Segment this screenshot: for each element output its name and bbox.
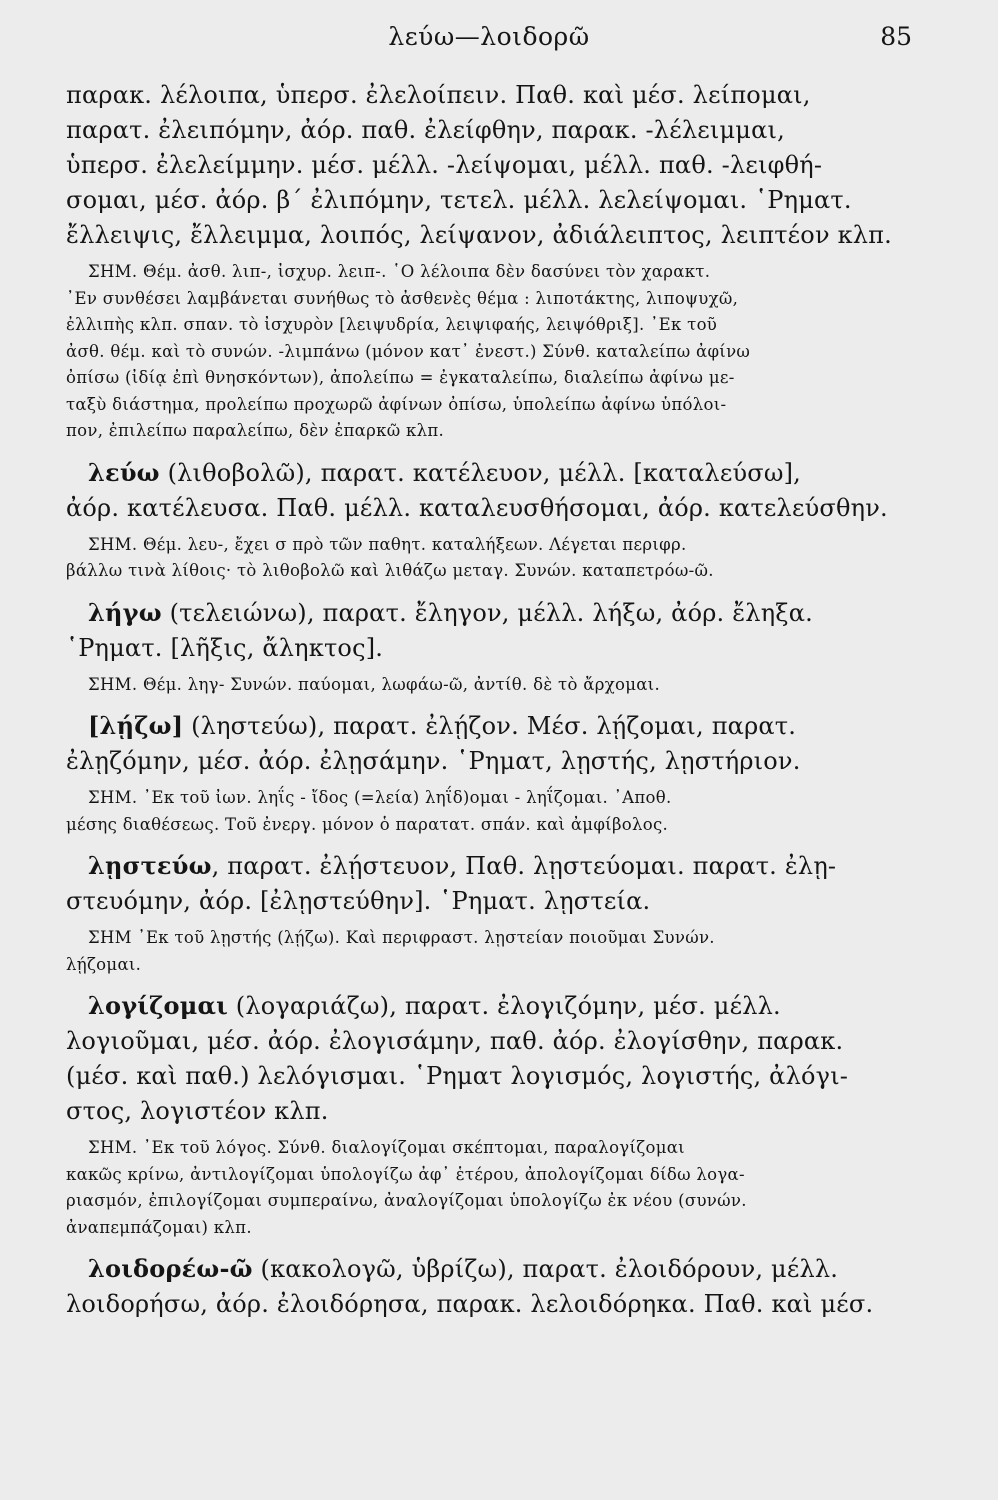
entry-line — [66, 1024, 922, 1059]
line-text: στευόμην, ἀόρ. [ἐλῃστεύθην]. ῾Ρηματ. λῃστεία. — [66, 887, 651, 915]
note-line — [66, 672, 922, 699]
note-line — [66, 925, 922, 952]
note-line — [66, 339, 922, 366]
line-text: μέσης διαθέσεως. Τοῦ ἐνεργ. μόνον ὁ παρατατ. σπάν. καὶ ἀμφίβολος. — [66, 814, 669, 834]
line-text: ΣΗΜ ᾿Εκ τοῦ λῃστής (λῄζω). Καὶ περιφραστ. λῃστείαν ποιοῦμαι Συνών. — [88, 928, 715, 947]
note-line — [66, 785, 922, 812]
note-line — [66, 392, 922, 419]
head-word: λήγω — [88, 597, 162, 627]
entry-line — [66, 884, 922, 919]
line-text: σομαι, μέσ. ἀόρ. β΄ ἐλιπόμην, τετελ. μέλλ. λελείψομαι. ῾Ρηματ. — [66, 186, 852, 214]
note-line — [66, 312, 922, 339]
line-text: λογιοῦμαι, μέσ. ἀόρ. ἐλογισάμην, παθ. ἀόρ. ἐλογίσθην, παρακ. — [66, 1027, 844, 1055]
note-line — [66, 1135, 922, 1162]
note-line — [66, 365, 922, 392]
line-text: λῄζομαι. — [66, 954, 142, 974]
line-text: (λιθοβολῶ), παρατ. κατέλευον, μέλλ. [καταλεύσω], — [159, 458, 801, 487]
line-text: ταξὺ διάστημα, προλείπω προχωρῶ ἀφίνων ὀπίσω, ὑπολείπω ἀφίνω ὑπόλοι- — [66, 394, 727, 414]
note-line — [66, 532, 922, 559]
entry-line — [66, 631, 922, 666]
line-text: κακῶς κρίνω, ἀντιλογίζομαι ὑπολογίζω ἀφ᾿ ἑτέρου, ἀπολογίζομαι δίδω λογα- — [66, 1164, 745, 1184]
line-text: ὑπερσ. ἐλελείμμην. μέσ. μέλλ. -λείψομαι, μέλλ. παθ. -λειφθή- — [66, 151, 823, 179]
note-line — [66, 1162, 922, 1189]
entry-line — [66, 744, 922, 779]
entry-line — [66, 148, 922, 183]
line-text: ΣΗΜ. ᾿Εκ τοῦ ἰων. ληΐς - ἴδος (=λεία) ληΐδ)ομαι - ληΐζομαι. ᾿Αποθ. — [88, 788, 672, 807]
entry-first-line — [66, 595, 922, 631]
head-word: λογίζομαι — [88, 991, 228, 1020]
note-line — [66, 812, 922, 839]
line-text: ριασμόν, ἐπιλογίζομαι συμπεραίνω, ἀναλογίζομαι ὑπολογίζω ἐκ νέου (συνών. — [66, 1191, 747, 1210]
line-text: λοιδορήσω, ἀόρ. ἐλοιδόρησα, παρακ. λελοιδόρηκα. Παθ. καὶ μέσ. — [66, 1290, 874, 1318]
line-text: ὀπίσω (ἰδίᾳ ἐπὶ θνησκόντων), ἀπολείπω = ἐγκαταλείπω, διαλείπω ἀφίνω με- — [66, 368, 735, 387]
page-number: 85 — [880, 22, 912, 51]
line-text: ΣΗΜ. Θέμ. ἀσθ. λιπ-, ἰσχυρ. λειπ-. ῾Ο λέλοιπα δὲν δασύνει τὸν χαρακτ. — [88, 262, 711, 281]
line-text: στος, λογιστέον κλπ. — [66, 1097, 329, 1125]
line-text: ἐλῃζόμην, μέσ. ἀόρ. ἐλῃσάμην. ῾Ρηματ, λῃστής, λῃστήριον. — [66, 747, 801, 775]
line-text: (τελειώνω), παρατ. ἔληγον, μέλλ. λήξω, ἀόρ. ἔληξα. — [161, 598, 813, 627]
line-text: , παρατ. ἐλῄστευον, Παθ. λῃστεύομαι. παρατ. ἐλῃ- — [211, 852, 837, 880]
entry-first-line — [66, 1251, 922, 1287]
entry-first-line — [66, 455, 922, 491]
entry-line — [66, 113, 922, 148]
entry-line — [66, 1059, 922, 1094]
note-line — [66, 952, 922, 979]
entry-line — [66, 78, 922, 113]
line-text: ΣΗΜ. Θέμ. ληγ- Συνών. παύομαι, λωφάω-ῶ, ἀντίθ. δὲ τὸ ἄρχομαι. — [88, 674, 660, 694]
line-text: (λογαριάζω), παρατ. ἐλογιζόμην, μέσ. μέλλ. — [227, 992, 781, 1020]
running-head — [66, 22, 912, 58]
entry-first-line — [66, 848, 922, 884]
entry-first-line — [66, 988, 922, 1024]
line-text: ἔλλειψις, ἔλλειμμα, λοιπός, λείψανον, ἀδιάλειπτος, λειπτέον κλπ. — [66, 221, 892, 249]
note-line — [66, 1215, 922, 1242]
line-text: ἀόρ. κατέλευσα. Παθ. μέλλ. καταλευσθήσομαι, ἀόρ. κατελεύσθην. — [66, 493, 888, 522]
body-text — [66, 78, 922, 1322]
entry-line — [66, 1287, 922, 1322]
line-text: παρακ. λέλοιπα, ὑπερσ. ἐλελοίπειν. Παθ. καὶ μέσ. λείπομαι, — [66, 81, 811, 109]
head-word: [λῄζω] — [88, 711, 184, 740]
note-line — [66, 1188, 922, 1215]
note-line — [66, 259, 922, 286]
head-word: λεύω — [88, 457, 160, 487]
entry-line — [66, 491, 922, 526]
line-text: ΣΗΜ. ᾿Εκ τοῦ λόγος. Σύνθ. διαλογίζομαι σκέπτομαι, παραλογίζομαι — [88, 1138, 685, 1157]
line-text: ἀσθ. θέμ. καὶ τὸ συνών. -λιμπάνω (μόνον κατ᾿ ἐνεστ.) Σύνθ. καταλείπω ἀφίνω — [66, 341, 751, 361]
line-text: πον, ἐπιλείπω παραλείπω, δὲν ἐπαρκῶ κλπ. — [66, 421, 445, 440]
running-title: λεύω—λοιδορῶ — [388, 22, 590, 51]
line-text: παρατ. ἐλειπόμην, ἀόρ. παθ. ἐλείφθην, παρακ. -λέλειμμαι, — [66, 116, 785, 144]
line-text: ἀναπεμπάζομαι) κλπ. — [66, 1217, 252, 1237]
line-text: (μέσ. καὶ παθ.) λελόγισμαι. ῾Ρηματ λογισμός, λογιστής, ἀλόγι- — [66, 1062, 849, 1090]
head-word: λοιδορέω-ῶ — [88, 1254, 253, 1283]
line-text: βάλλω τινὰ λίθοις· τὸ λιθοβολῶ καὶ λιθάζω μεταγ. Συνών. καταπετρόω-ῶ. — [66, 561, 714, 580]
note-line — [66, 418, 922, 445]
note-line — [66, 286, 922, 313]
line-text: (κακολογῶ, ὑβρίζω), παρατ. ἐλοιδόρουν, μέλλ. — [252, 1255, 839, 1283]
entry-line — [66, 218, 922, 253]
line-text: (ληστεύω), παρατ. ἐλῄζον. Μέσ. λῄζομαι, παρατ. — [183, 712, 797, 740]
line-text: ῾Ρηματ. [λῆξις, ἄληκτος]. — [66, 633, 384, 662]
line-text: ΣΗΜ. Θέμ. λευ-, ἔχει σ πρὸ τῶν παθητ. καταλήξεων. Λέγεται περιφρ. — [88, 534, 687, 554]
entry-first-line — [66, 708, 922, 744]
note-line — [66, 558, 922, 585]
head-word: λῃστεύω — [88, 851, 212, 880]
entry-line — [66, 183, 922, 218]
entry-line — [66, 1094, 922, 1129]
line-text: ᾿Εν συνθέσει λαμβάνεται συνήθως τὸ ἀσθενὲς θέμα : λιποτάκτης, λιποψυχῶ, — [66, 288, 739, 308]
line-text: ἐλλιπὴς κλπ. σπαν. τὸ ἰσχυρὸν [λειψυδρία, λειψιφαής, λειψόθριξ]. ᾿Εκ τοῦ — [66, 315, 718, 334]
